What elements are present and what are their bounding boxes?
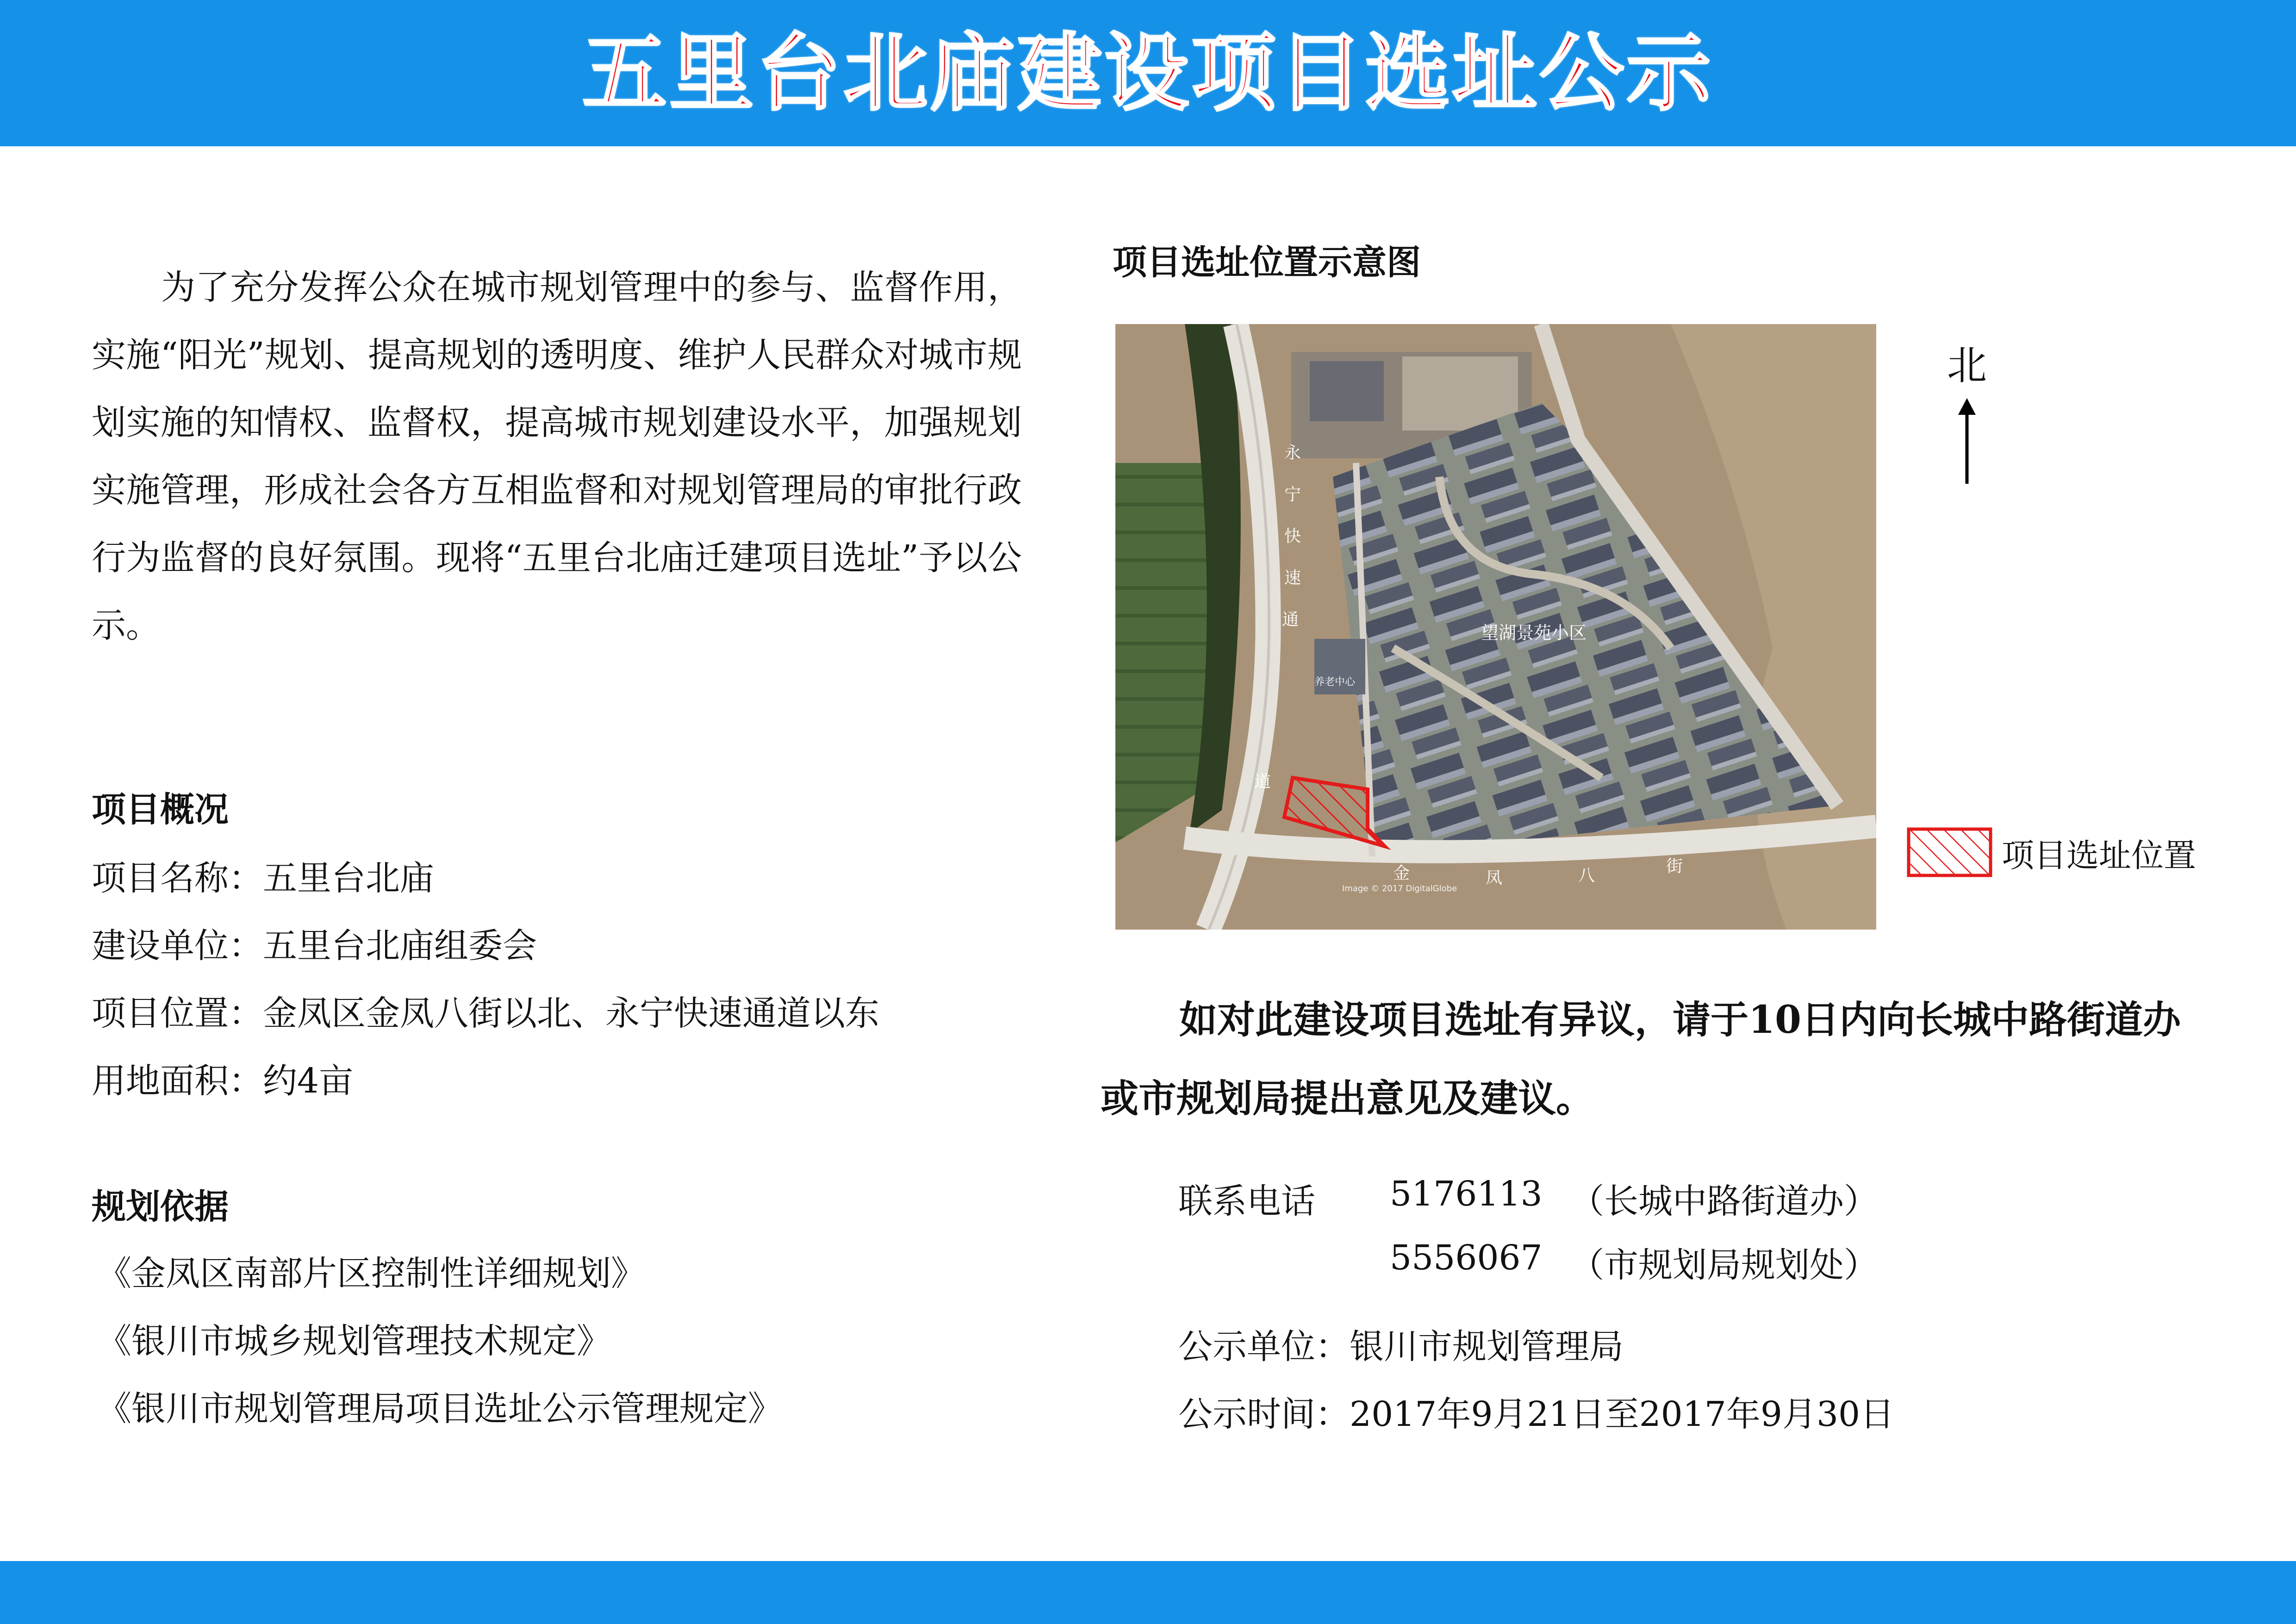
road-label-char: 凤 xyxy=(1486,868,1503,887)
intro-paragraph: 为了充分发挥公众在城市规划管理中的参与、监督作用，实施“阳光”规划、提高规划的透明度、维护人民群众对城市规划实施的知情权、监督权，提高城市规划建设水平，加强规划实施管理，形成社会各方互相监督和对规划管理局的审批行政行为监督的良好氛围。现将“五里台北庙迁建项目选址”予以公示。 xyxy=(92,268,1022,645)
road-label-char: 快 xyxy=(1284,527,1301,546)
contact-phone: 5556067 xyxy=(1390,1238,1543,1278)
north-arrow-icon xyxy=(1951,398,1983,484)
basis-heading: 规划依据 xyxy=(92,1187,229,1227)
imagery-credit: Image © 2017 DigitalGlobe xyxy=(1342,884,1457,893)
overview-name: 项目名称：五里台北庙 xyxy=(92,858,434,898)
road-label-char: 通 xyxy=(1282,610,1299,629)
north-label: 北 xyxy=(1947,343,1987,389)
legend-label: 项目选址位置 xyxy=(2002,837,2196,874)
overview-heading: 项目概况 xyxy=(92,790,229,830)
site-location-map xyxy=(1115,324,1876,930)
overview-builder: 建设单位：五里台北庙组委会 xyxy=(92,926,537,966)
overview-location: 项目位置：金凤区金凤八街以北、永宁快速通道以东 xyxy=(92,993,879,1033)
footer-banner xyxy=(0,1561,2296,1624)
elderly-center-label: 养老中心 xyxy=(1314,676,1356,688)
overview-area: 用地面积：约4亩 xyxy=(92,1061,354,1101)
page-title: 五里台北庙建设项目选址公示 xyxy=(582,24,1714,122)
publication-period: 公示时间：2017年9月21日至2017年9月30日 xyxy=(1178,1394,1895,1434)
road-label-char: 道 xyxy=(1254,772,1271,791)
road-label-char: 宁 xyxy=(1284,485,1301,504)
legend-hatch-icon xyxy=(1907,827,1992,877)
contact-label: 联系电话 xyxy=(1178,1181,1315,1221)
basis-item: 《金凤区南部片区控制性详细规划》 xyxy=(97,1254,645,1293)
road-label-char: 永 xyxy=(1284,443,1301,462)
community-label: 望湖景苑小区 xyxy=(1481,623,1587,643)
objection-notice: 如对此建设项目选址有异议，请于10日内向长城中路街道办或市规划局提出意见及建议。 xyxy=(1101,998,2181,1121)
road-label-char: 速 xyxy=(1284,568,1301,587)
road-label-char: 街 xyxy=(1666,857,1683,876)
contact-office: （长城中路街道办） xyxy=(1570,1181,1878,1221)
road-label-char: 金 xyxy=(1393,864,1410,883)
contact-office: （市规划局规划处） xyxy=(1570,1245,1878,1285)
basis-item: 《银川市规划管理局项目选址公示管理规定》 xyxy=(97,1389,782,1429)
publishing-unit: 公示单位：银川市规划管理局 xyxy=(1178,1327,1624,1367)
road-label-char: 八 xyxy=(1578,866,1595,885)
contact-phone: 5176113 xyxy=(1390,1174,1543,1214)
basis-item: 《银川市城乡规划管理技术规定》 xyxy=(97,1321,611,1361)
map-title: 项目选址位置示意图 xyxy=(1113,243,1421,282)
